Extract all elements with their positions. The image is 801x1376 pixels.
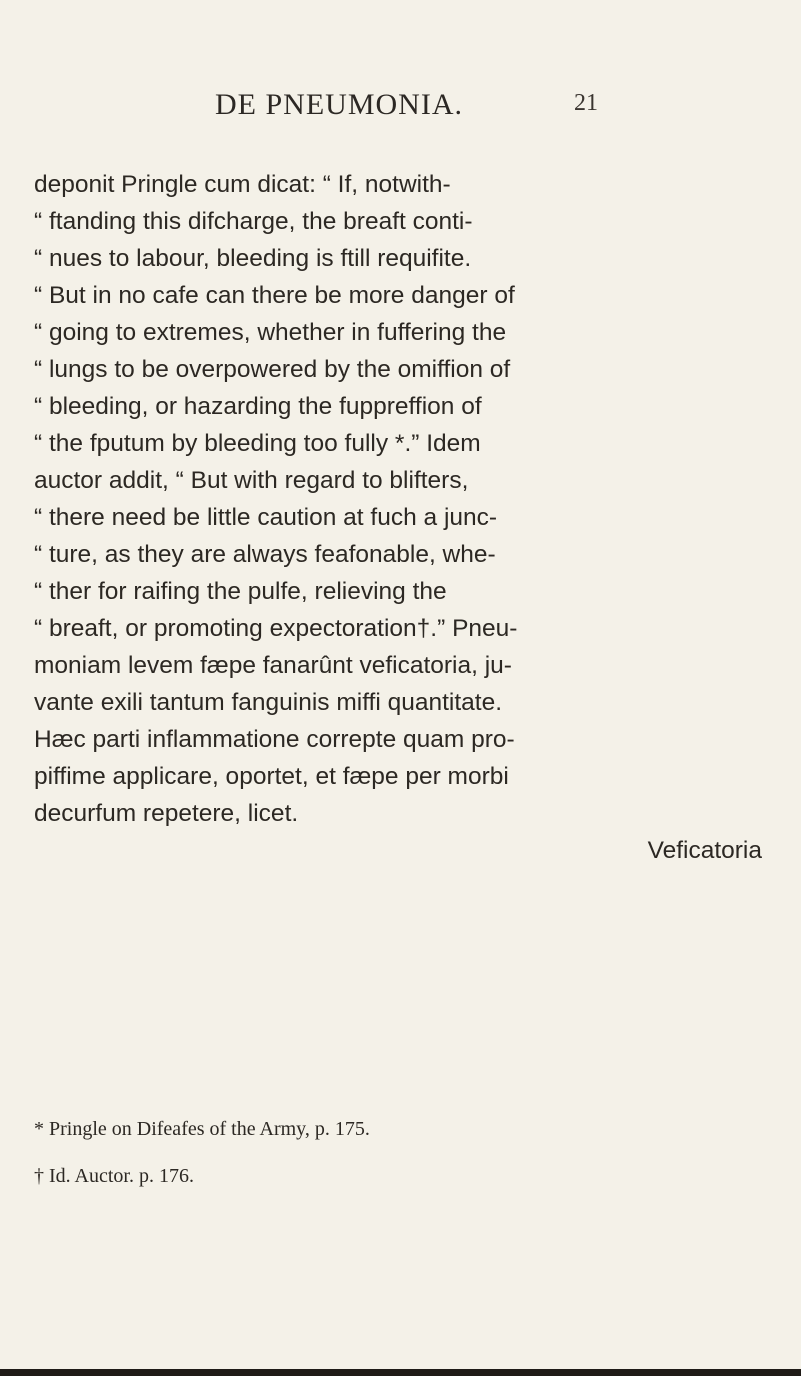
footnotes — [34, 1118, 774, 1188]
text-line: deponit Pringle cum dicat: “ If, notwith- — [34, 171, 451, 198]
body-text — [34, 166, 774, 869]
text-line: “ ther for raifing the pulfe, relieving the — [34, 578, 447, 605]
text-line: “ ftanding this difcharge, the breaft conti- — [34, 208, 473, 235]
text-line: “ the fputum by bleeding too fully *.” Idem — [34, 430, 481, 457]
footnote: † Id. Auctor. p. 176. — [34, 1165, 194, 1187]
text-line: auctor addit, “ But with regard to blifters, — [34, 467, 469, 494]
page-number: 21 — [574, 90, 598, 116]
catchword: Veficatoria — [647, 837, 762, 864]
text-line: “ But in no cafe can there be more danger of — [34, 282, 515, 309]
text-line: decurfum repetere, licet. — [34, 800, 299, 827]
text-line: “ lungs to be overpowered by the omiffion of — [34, 356, 511, 383]
text-line: “ breaft, or promoting expectoration†.” Pneu- — [34, 615, 518, 642]
page-header — [0, 88, 801, 138]
bottom-edge-rule — [0, 1369, 801, 1376]
text-line: piffime applicare, oportet, et fæpe per morbi — [34, 763, 509, 790]
text-line: “ nues to labour, bleeding is ftill requifite. — [34, 245, 472, 272]
text-line: “ ture, as they are always feafonable, whe- — [34, 541, 496, 568]
text-line: “ going to extremes, whether in fuffering the — [34, 319, 507, 346]
text-line: “ bleeding, or hazarding the fuppreffion of — [34, 393, 482, 420]
text-line: “ there need be little caution at fuch a junc- — [34, 504, 498, 531]
footnote: * Pringle on Difeafes of the Army, p. 175. — [34, 1118, 370, 1140]
text-line: vante exili tantum fanguinis miffi quantitate. — [34, 689, 503, 716]
text-line: moniam levem fæpe fanarûnt veficatoria, ju- — [34, 652, 512, 679]
running-title: DE PNEUMONIA. — [215, 88, 463, 121]
text-line: Hæc parti inflammatione correpte quam pro- — [34, 726, 515, 753]
